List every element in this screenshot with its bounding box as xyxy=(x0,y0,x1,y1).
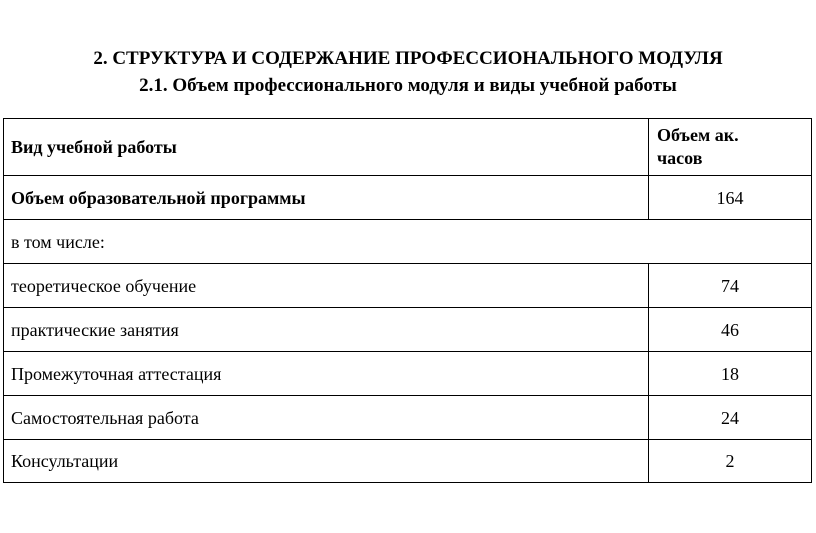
row-value: 74 xyxy=(649,264,812,308)
header-hours-line-2: часов xyxy=(657,148,703,168)
row-value: 2 xyxy=(649,440,812,483)
header-hours-line-1: Объем ак. xyxy=(657,125,739,145)
workload-table xyxy=(3,118,812,483)
row-label: теоретическое обучение xyxy=(4,264,649,308)
table-header-row xyxy=(4,119,812,176)
row-value: 18 xyxy=(649,352,812,396)
row-label: Консультации xyxy=(4,440,649,483)
row-label: практические занятия xyxy=(4,308,649,352)
row-label: Самостоятельная работа xyxy=(4,396,649,440)
table-row xyxy=(4,440,812,483)
table-row xyxy=(4,352,812,396)
table-row xyxy=(4,264,812,308)
header-hours xyxy=(649,119,812,176)
table-row xyxy=(4,308,812,352)
row-value: 46 xyxy=(649,308,812,352)
table-row-total xyxy=(4,176,812,220)
total-label: Объем образовательной программы xyxy=(4,176,649,220)
subheader-label: в том числе: xyxy=(4,220,812,264)
row-value: 24 xyxy=(649,396,812,440)
table-row xyxy=(4,396,812,440)
section-title: 2. СТРУКТУРА И СОДЕРЖАНИЕ ПРОФЕССИОНАЛЬНОГО МОДУЛЯ xyxy=(93,48,723,69)
table-row-subheader xyxy=(4,220,812,264)
subsection-title: 2.1. Объем профессионального модуля и виды учебной работы xyxy=(139,75,677,96)
header-work-type: Вид учебной работы xyxy=(4,119,649,176)
row-label: Промежуточная аттестация xyxy=(4,352,649,396)
total-value: 164 xyxy=(649,176,812,220)
